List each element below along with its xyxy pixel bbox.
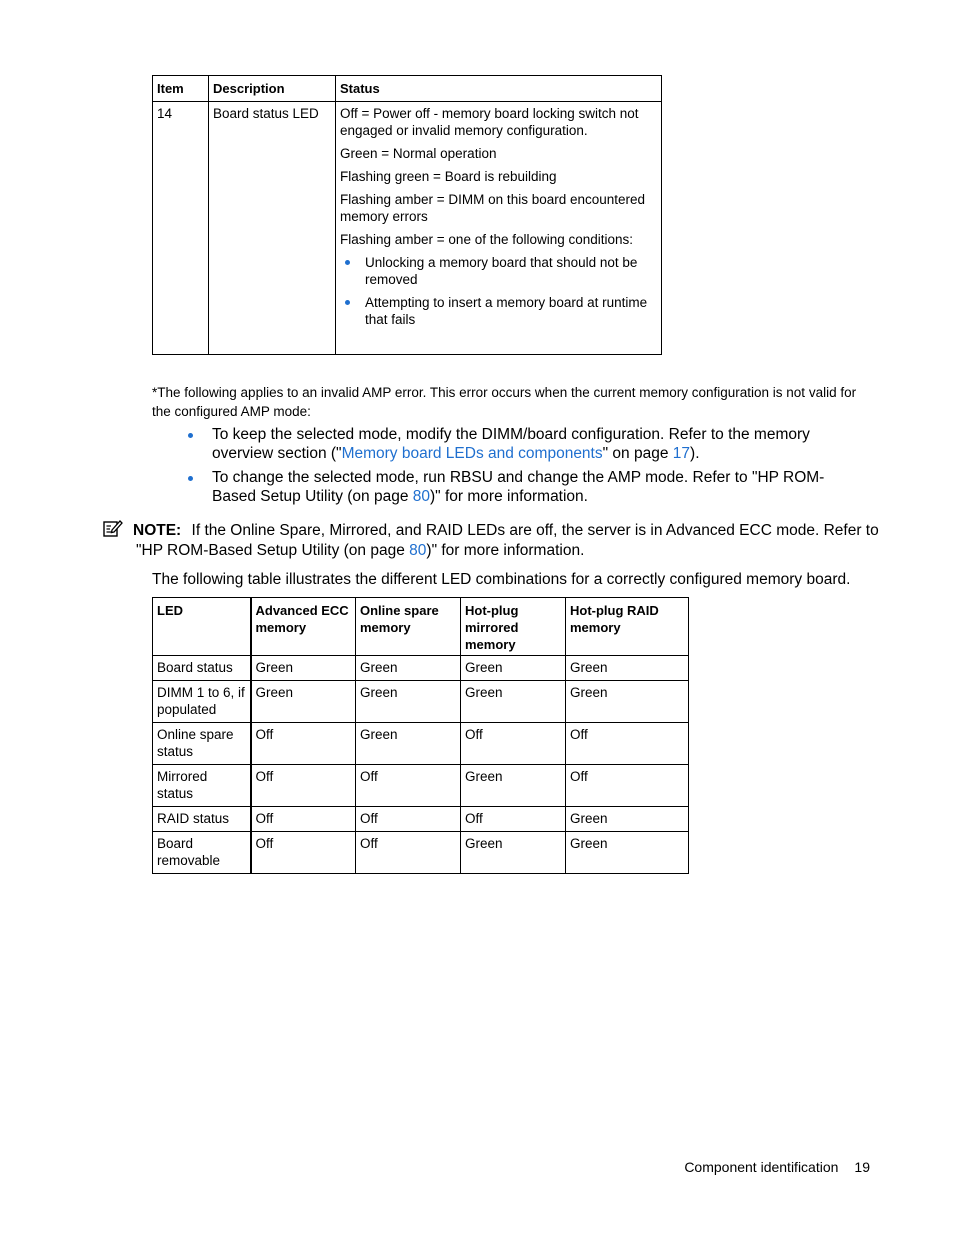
table-cell: Off — [356, 832, 461, 874]
list-item: Attempting to insert a memory board at runtime that fails — [340, 294, 657, 328]
led-name-cell: Online spare status — [153, 723, 251, 765]
led-name-cell: Mirrored status — [153, 765, 251, 807]
led-name-cell: DIMM 1 to 6, if populated — [153, 681, 251, 723]
list-item: Unlocking a memory board that should not be removed — [340, 254, 657, 288]
table-cell: Off — [251, 832, 356, 874]
table-cell: Green — [461, 832, 566, 874]
column-header-led: LED — [153, 598, 251, 656]
table-cell: Off — [251, 723, 356, 765]
amp-error-note: *The following applies to an invalid AMP error. This error occurs when the current memory configuration is not valid for the configured AMP mode: — [152, 385, 857, 419]
table-row — [153, 656, 689, 681]
bullet-text: ). — [690, 444, 700, 462]
table-cell: Green — [251, 656, 356, 681]
column-header-online-spare: Online spare memory — [356, 598, 461, 656]
note-text: )" for more information. — [426, 542, 585, 559]
table-cell: Green — [566, 807, 689, 832]
page-80-link[interactable]: 80 — [412, 487, 431, 505]
column-header-status: Status — [336, 76, 662, 102]
status-text: Flashing green = Board is rebuilding — [340, 169, 557, 184]
table-cell: Green — [566, 832, 689, 874]
column-header-hot-plug-raid: Hot-plug RAID memory — [566, 598, 689, 656]
item-cell: 14 — [153, 102, 209, 355]
description-cell: Board status LED — [209, 102, 336, 355]
note-text-line-1 — [133, 521, 879, 541]
table-cell: Green — [356, 681, 461, 723]
table-cell: Off — [566, 723, 689, 765]
table-cell: Off — [461, 807, 566, 832]
memory-board-leds-link[interactable]: Memory board LEDs and components — [341, 444, 603, 462]
table-row — [153, 681, 689, 723]
table-row — [153, 102, 662, 355]
board-status-led-table — [152, 75, 662, 355]
table-cell: Off — [251, 807, 356, 832]
note-label: NOTE: — [133, 522, 182, 539]
table-header-row — [153, 598, 689, 656]
list-item — [186, 426, 866, 463]
table-intro-paragraph: The following table illustrates the different LED combinations for a correctly configured memory board. — [152, 571, 851, 588]
led-name-cell: Board removable — [153, 832, 251, 874]
led-name-cell: RAID status — [153, 807, 251, 832]
table-row — [153, 807, 689, 832]
list-item — [186, 469, 866, 506]
column-header-item: Item — [153, 76, 209, 102]
table-cell: Green — [251, 681, 356, 723]
table-cell: Off — [566, 765, 689, 807]
amp-bullet-list — [186, 426, 866, 512]
status-text: Flashing amber = one of the following conditions: — [340, 232, 634, 247]
status-condition-list — [340, 254, 657, 328]
note-text-line-2 — [136, 541, 584, 561]
bullet-text: To change the selected mode, run RBSU and change the AMP mode. Refer to "HP ROM-Based Setup Utility (on page — [212, 469, 825, 505]
page-80-link[interactable]: 80 — [409, 542, 427, 559]
bullet-text: To keep the selected mode, modify the DIMM/board configuration. Refer to the memory overview section (" — [212, 426, 810, 462]
table-cell: Off — [356, 765, 461, 807]
table-cell: Green — [356, 656, 461, 681]
status-text: Off = Power off - memory board locking switch not engaged or invalid memory configuration. — [340, 106, 639, 138]
column-header-description: Description — [209, 76, 336, 102]
led-name-cell: Board status — [153, 656, 251, 681]
table-header-row — [153, 76, 662, 102]
column-header-hot-plug-mirrored: Hot-plug mirrored memory — [461, 598, 566, 656]
table-cell: Green — [461, 681, 566, 723]
footer-section-title: Component identification — [684, 1159, 839, 1175]
note-pencil-icon — [103, 518, 123, 538]
note-text: If the Online Spare, Mirrored, and RAID LEDs are off, the server is in Advanced ECC mode. Refer to — [191, 522, 879, 539]
page-footer — [684, 1158, 870, 1176]
status-cell — [336, 102, 662, 355]
table-cell: Off — [251, 765, 356, 807]
led-combinations-table — [152, 597, 689, 874]
table-cell: Green — [461, 765, 566, 807]
table-cell: Off — [356, 807, 461, 832]
table-cell: Green — [566, 656, 689, 681]
status-text: Green = Normal operation — [340, 146, 497, 161]
status-text: Flashing amber = DIMM on this board encountered memory errors — [340, 192, 646, 224]
table-cell: Green — [461, 656, 566, 681]
bullet-text: )" for more information. — [430, 487, 588, 505]
column-header-advanced-ecc: Advanced ECC memory — [251, 598, 356, 656]
page-number: 19 — [854, 1159, 870, 1175]
bullet-text: " on page — [602, 444, 673, 462]
table-cell: Green — [356, 723, 461, 765]
note-text: "HP ROM-Based Setup Utility (on page — [136, 542, 410, 559]
table-cell: Green — [566, 681, 689, 723]
page-17-link[interactable]: 17 — [672, 444, 691, 462]
table-row — [153, 832, 689, 874]
table-row — [153, 765, 689, 807]
table-row — [153, 723, 689, 765]
table-cell: Off — [461, 723, 566, 765]
